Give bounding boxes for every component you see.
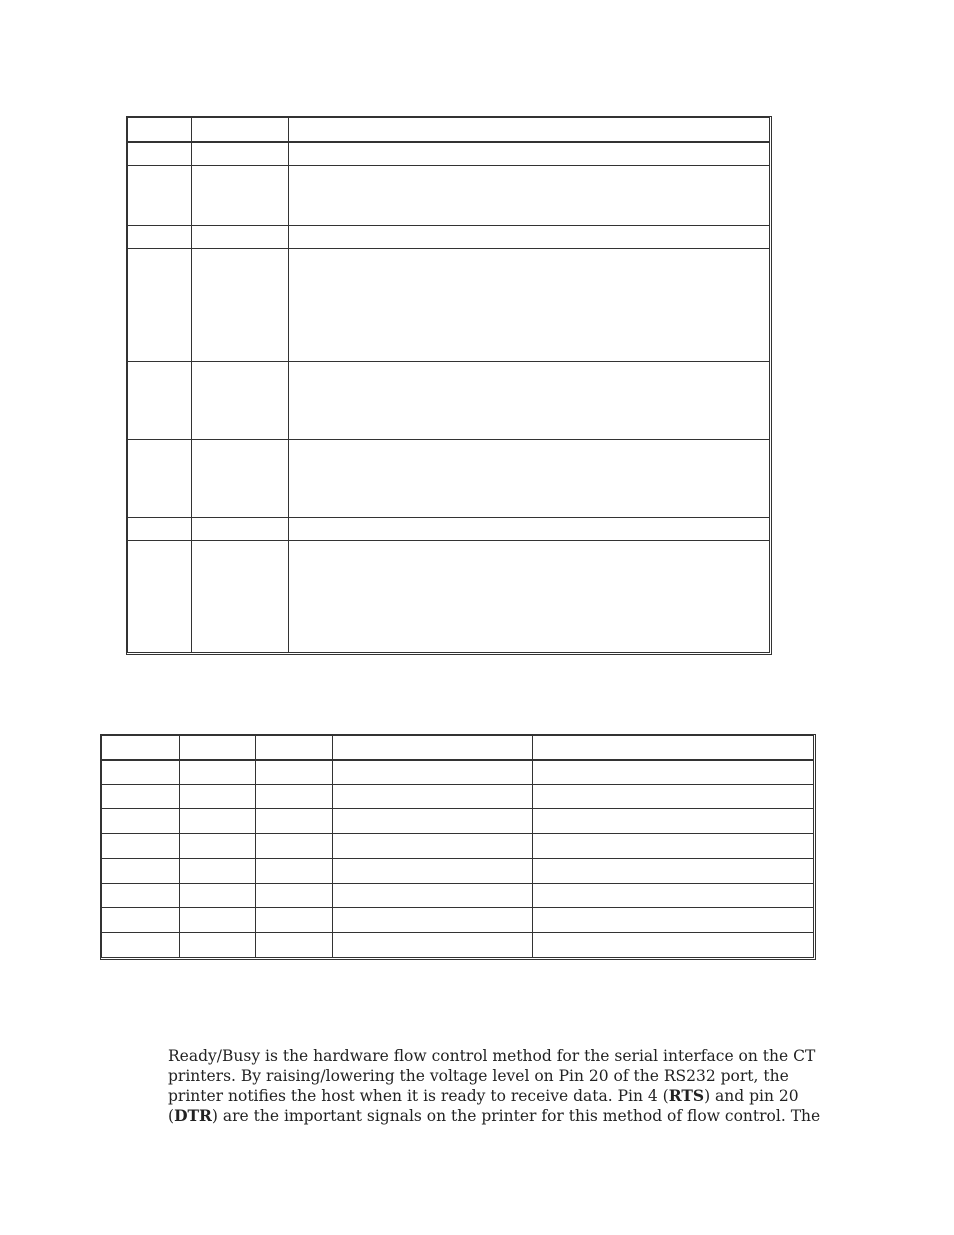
table-column-divider (191, 118, 192, 652)
table-row-divider (102, 833, 813, 834)
table-column-divider (288, 118, 289, 652)
table-row-divider (102, 883, 813, 884)
paragraph-text: ) are the important signals on the printer for this method of flow control. The (211, 1107, 821, 1125)
table-row-divider (128, 165, 769, 166)
paragraph-line: Ready/Busy is the hardware flow control method for the serial interface on the CT (168, 1047, 816, 1065)
table-row-divider (102, 808, 813, 809)
table-row-divider (102, 932, 813, 933)
paragraph-line (168, 1086, 808, 1106)
table-row-divider (102, 858, 813, 859)
paragraph-text: ) and pin 20 (704, 1087, 799, 1105)
paragraph-line (168, 1106, 821, 1126)
dtr-signal-label: DTR (174, 1106, 212, 1125)
settings-table (100, 734, 816, 960)
paragraph-text: ( (168, 1107, 175, 1125)
paragraph-line: printers. By raising/lowering the voltage level on Pin 20 of the RS232 port, the (168, 1067, 789, 1085)
pin-signal-table (126, 116, 772, 655)
table-row-divider (102, 907, 813, 908)
table-row-divider (128, 439, 769, 440)
table-row-divider (128, 361, 769, 362)
table-header-divider (102, 759, 813, 761)
table-row-divider (128, 225, 769, 226)
table-header-divider (128, 141, 769, 143)
table-row-divider (128, 540, 769, 541)
rts-signal-label: RTS (668, 1086, 705, 1105)
ready-busy-paragraph (168, 1046, 821, 1126)
table-row-divider (128, 517, 769, 518)
paragraph-text: printer notifies the host when it is ready to receive data. Pin 4 ( (168, 1087, 669, 1105)
table-column-divider (332, 736, 333, 957)
table-row-divider (128, 248, 769, 249)
table-column-divider (179, 736, 180, 957)
table-column-divider (532, 736, 533, 957)
table-column-divider (255, 736, 256, 957)
table-row-divider (102, 784, 813, 785)
